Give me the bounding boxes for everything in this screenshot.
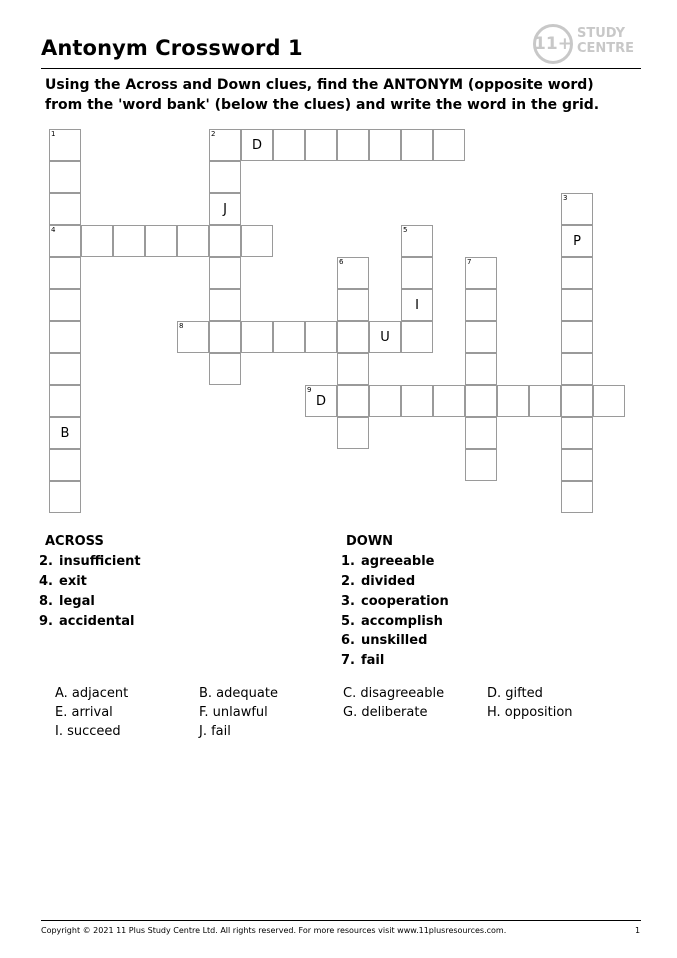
crossword-cell[interactable] — [401, 289, 433, 321]
crossword-cell[interactable] — [305, 321, 337, 353]
word-bank-item: B. adequate — [199, 686, 278, 701]
clue-number: 8 — [179, 322, 184, 330]
crossword-cell[interactable] — [49, 449, 81, 481]
crossword-cell[interactable] — [305, 129, 337, 161]
crossword-cell[interactable] — [113, 225, 145, 257]
crossword-cell[interactable] — [561, 417, 593, 449]
crossword-cell[interactable] — [561, 353, 593, 385]
instructions-line-1: Using the Across and Down clues, find the ANTONYM (opposite word) — [45, 77, 594, 93]
down-clue: 7. fail — [341, 653, 385, 668]
crossword-cell[interactable] — [273, 129, 305, 161]
crossword-cell[interactable] — [49, 225, 81, 257]
crossword-cell[interactable] — [401, 257, 433, 289]
crossword-cell[interactable] — [209, 289, 241, 321]
clue-number: 2 — [211, 130, 216, 138]
prefilled-letter: P — [573, 234, 581, 249]
crossword-cell[interactable] — [209, 353, 241, 385]
word-bank-item: F. unlawful — [199, 705, 268, 720]
crossword-cell[interactable] — [561, 481, 593, 513]
crossword-cell[interactable] — [49, 257, 81, 289]
study-centre-logo — [533, 24, 645, 62]
title-divider — [41, 68, 641, 69]
crossword-cell[interactable] — [209, 225, 241, 257]
word-bank-item: E. arrival — [55, 705, 113, 720]
word-bank-item: H. opposition — [487, 705, 573, 720]
clue-number: 3 — [563, 194, 568, 202]
word-bank-item: C. disagreeable — [343, 686, 445, 701]
down-clue: 1. agreeable — [341, 554, 435, 569]
clue-number: 7 — [467, 258, 472, 266]
crossword-cell[interactable] — [593, 385, 625, 417]
footer-divider — [41, 920, 641, 921]
clue-number: 1 — [51, 130, 56, 138]
prefilled-letter: J — [223, 202, 227, 217]
crossword-cell[interactable] — [177, 321, 209, 353]
crossword-cell[interactable] — [465, 449, 497, 481]
across-clue: 8. legal — [39, 594, 95, 609]
down-clue: 6. unskilled — [341, 633, 428, 648]
crossword-cell[interactable] — [465, 289, 497, 321]
clue-number: 4 — [51, 226, 56, 234]
prefilled-letter: D — [251, 138, 262, 153]
crossword-cell[interactable] — [49, 193, 81, 225]
crossword-cell[interactable] — [49, 417, 81, 449]
crossword-cell[interactable] — [561, 225, 593, 257]
crossword-cell[interactable] — [529, 385, 561, 417]
crossword-cell[interactable] — [465, 417, 497, 449]
instructions-line-2: from the 'word bank' (below the clues) and write the word in the grid. — [45, 97, 600, 113]
crossword-cell[interactable] — [465, 385, 497, 417]
logo-badge: 11+ — [533, 24, 573, 64]
crossword-cell[interactable] — [401, 385, 433, 417]
across-clue: 2. insufficient — [39, 554, 141, 569]
crossword-cell[interactable] — [241, 225, 273, 257]
crossword-cell[interactable] — [561, 289, 593, 321]
crossword-cell[interactable] — [433, 129, 465, 161]
crossword-cell[interactable] — [305, 385, 337, 417]
crossword-cell[interactable] — [465, 321, 497, 353]
crossword-cell[interactable] — [337, 289, 369, 321]
prefilled-letter: D — [315, 394, 326, 409]
word-bank-item: D. gifted — [487, 686, 543, 701]
prefilled-letter: I — [415, 298, 419, 313]
crossword-cell[interactable] — [49, 161, 81, 193]
crossword-cell[interactable] — [209, 129, 241, 161]
crossword-cell[interactable] — [561, 193, 593, 225]
crossword-cell[interactable] — [209, 257, 241, 289]
crossword-cell[interactable] — [209, 193, 241, 225]
logo-text — [577, 26, 634, 56]
instructions — [45, 75, 645, 115]
crossword-cell[interactable] — [369, 129, 401, 161]
word-bank-item: I. succeed — [55, 724, 121, 739]
clue-number: 6 — [339, 258, 344, 266]
down-clue: 5. accomplish — [341, 614, 443, 629]
crossword-cell[interactable] — [209, 161, 241, 193]
crossword-cell[interactable] — [49, 129, 81, 161]
crossword-cell[interactable] — [369, 321, 401, 353]
crossword-cell[interactable] — [49, 385, 81, 417]
clue-number: 9 — [307, 386, 312, 394]
crossword-cell[interactable] — [209, 321, 241, 353]
crossword-cell[interactable] — [49, 481, 81, 513]
down-clue: 2. divided — [341, 574, 416, 589]
crossword-cell[interactable] — [337, 321, 369, 353]
prefilled-letter: U — [380, 330, 390, 345]
crossword-cell[interactable] — [81, 225, 113, 257]
page-title: Antonym Crossword 1 — [41, 36, 303, 60]
crossword-cell[interactable] — [49, 321, 81, 353]
crossword-cell[interactable] — [145, 225, 177, 257]
down-clue: 3. cooperation — [341, 594, 449, 609]
word-bank-item: J. fail — [199, 724, 231, 739]
crossword-cell[interactable] — [561, 321, 593, 353]
crossword-cell[interactable] — [337, 385, 369, 417]
crossword-cell[interactable] — [465, 257, 497, 289]
crossword-cell[interactable] — [401, 225, 433, 257]
logo-line-1: STUDY — [577, 26, 626, 41]
prefilled-letter: B — [60, 426, 70, 441]
page-number: 1 — [635, 926, 641, 935]
crossword-cell[interactable] — [337, 129, 369, 161]
across-heading: ACROSS — [45, 534, 104, 549]
across-clue: 4. exit — [39, 574, 87, 589]
crossword-cell[interactable] — [369, 385, 401, 417]
crossword-cell[interactable] — [337, 257, 369, 289]
crossword-cell[interactable] — [497, 385, 529, 417]
logo-line-2: CENTRE — [577, 41, 635, 56]
crossword-cell[interactable] — [401, 129, 433, 161]
crossword-cell[interactable] — [433, 385, 465, 417]
crossword-cell[interactable] — [177, 225, 209, 257]
crossword-cell[interactable] — [401, 321, 433, 353]
crossword-cell[interactable] — [241, 321, 273, 353]
crossword-cell[interactable] — [241, 129, 273, 161]
crossword-cell[interactable] — [49, 353, 81, 385]
crossword-cell[interactable] — [465, 353, 497, 385]
across-clue: 9. accidental — [39, 614, 135, 629]
clue-number: 5 — [403, 226, 408, 234]
crossword-cell[interactable] — [561, 449, 593, 481]
crossword-cell[interactable] — [561, 385, 593, 417]
copyright-notice: Copyright © 2021 11 Plus Study Centre Ltd. All rights reserved. For more resources visit www.11plusresources.com. — [41, 926, 507, 935]
down-heading: DOWN — [346, 534, 394, 549]
crossword-cell[interactable] — [49, 289, 81, 321]
crossword-cell[interactable] — [273, 321, 305, 353]
word-bank-item: G. deliberate — [343, 705, 428, 720]
crossword-cell[interactable] — [337, 353, 369, 385]
crossword-cell[interactable] — [561, 257, 593, 289]
word-bank-item: A. adjacent — [55, 686, 129, 701]
crossword-cell[interactable] — [337, 417, 369, 449]
